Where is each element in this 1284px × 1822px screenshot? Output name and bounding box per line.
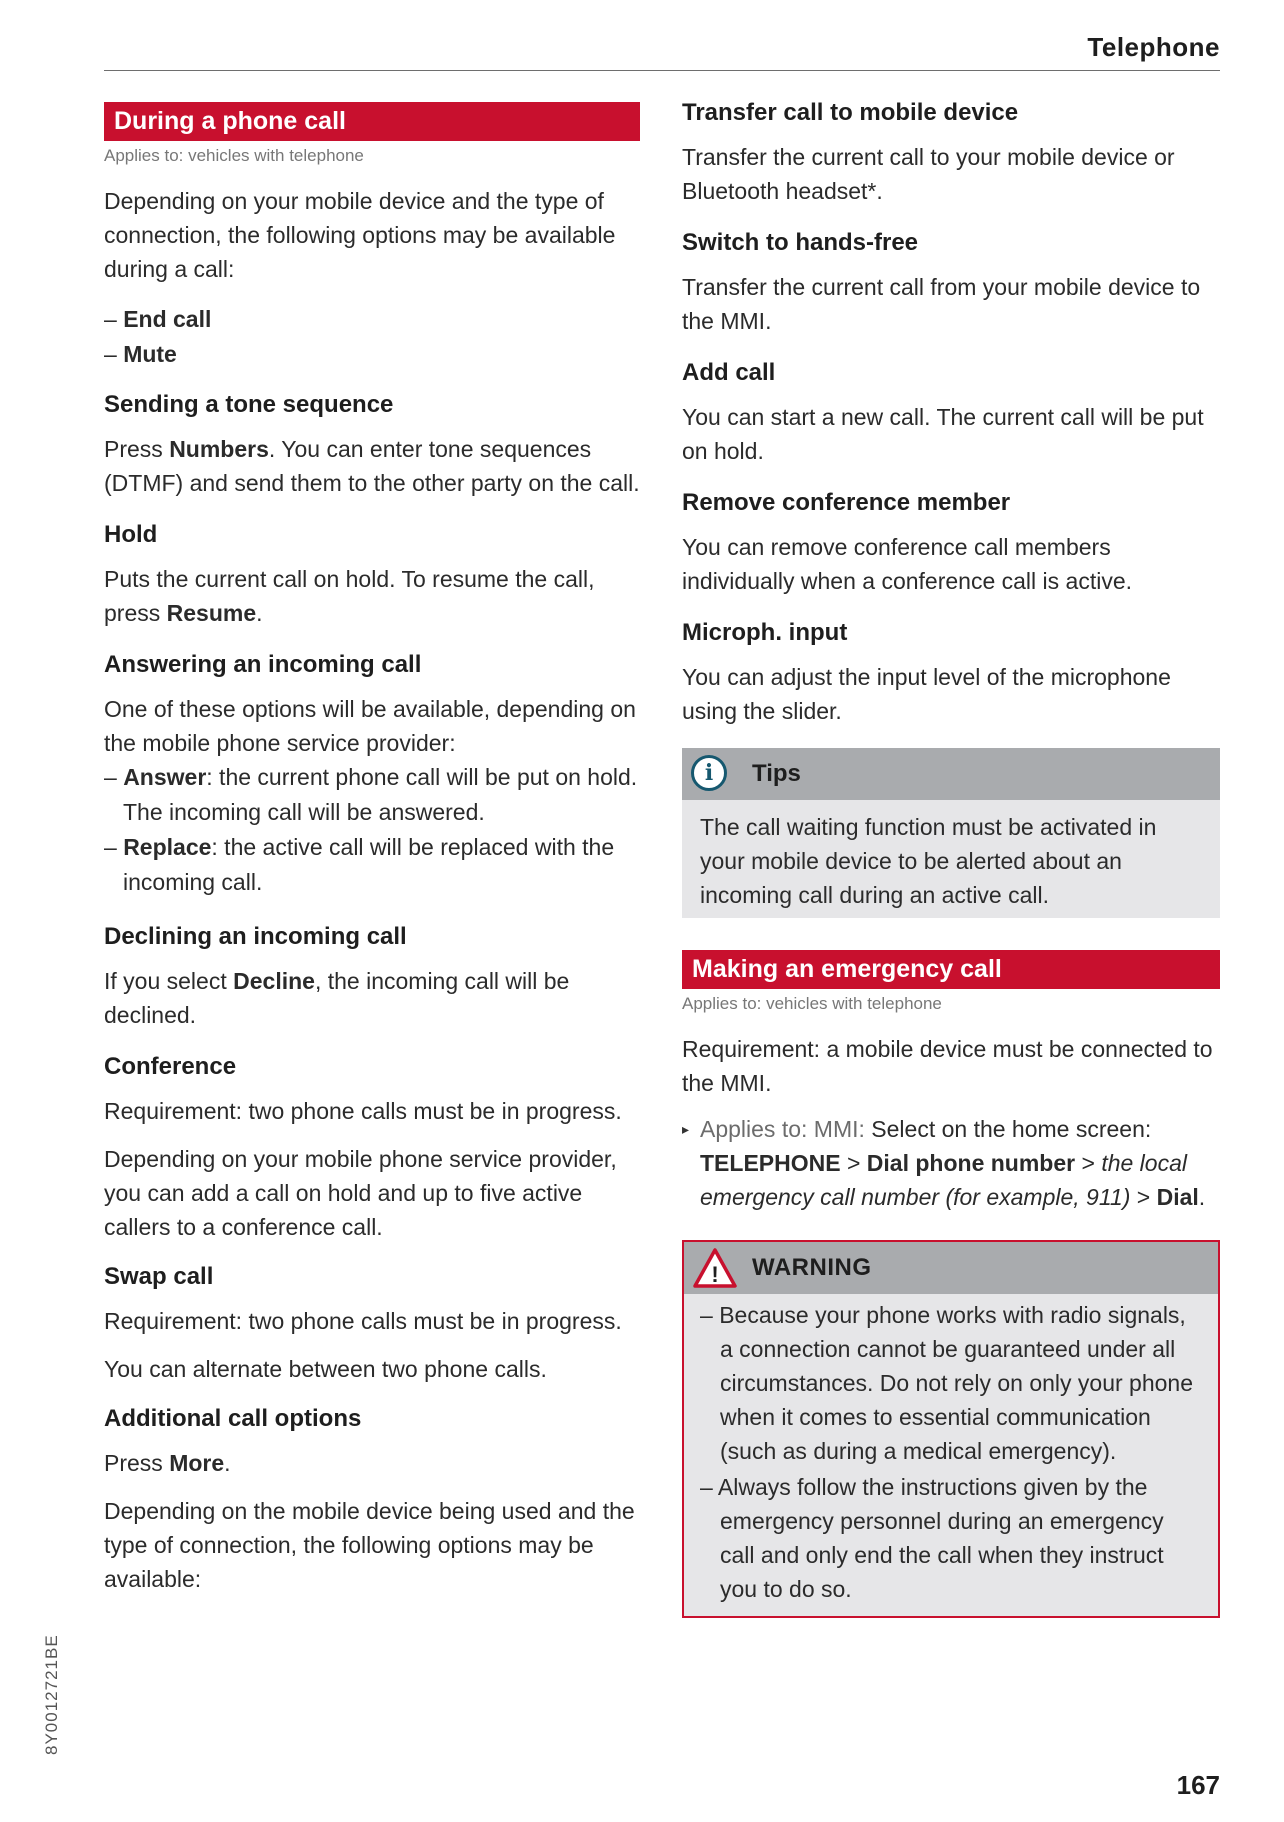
left-column xyxy=(104,102,640,1610)
option-mute: – Mute xyxy=(104,341,177,367)
tips-header xyxy=(682,748,1220,800)
step-arrow-icon: ▸ xyxy=(682,1121,690,1137)
additional-press: Press More. xyxy=(104,1450,231,1476)
replace-option: – Replace: the active call will be replaced with the incoming call. xyxy=(104,834,615,895)
tone-text: Press Numbers. You can enter tone sequences (DTMF) and send them to the other party on the call. xyxy=(104,436,640,496)
applies-note: Applies to: vehicles with telephone xyxy=(104,146,364,165)
heading-transfer: Transfer call to mobile device xyxy=(682,99,1019,126)
document-code: 8Y0012721BE xyxy=(42,1634,61,1755)
warning-body xyxy=(684,1294,1218,1616)
tips-box xyxy=(682,748,1220,918)
warning-item: – Always follow the instructions given by the emergency personnel during an emergency call and only end the call when they instruct you to do so. xyxy=(700,1474,1164,1602)
emergency-requirement: Requirement: a mobile device must be connected to the MMI. xyxy=(682,1036,1213,1096)
answer-text: One of these options will be available, depending on the mobile phone service provider: xyxy=(104,696,636,756)
heading-declining: Declining an incoming call xyxy=(104,923,407,950)
section-title-during-call: During a phone call xyxy=(104,102,640,141)
conference-text: Depending on your mobile phone service provider, you can add a call on hold and up to five active callers to a conference call. xyxy=(104,1146,617,1240)
heading-microph-input: Microph. input xyxy=(682,619,848,646)
remove-member-text: You can remove conference call members individually when a conference call is active. xyxy=(682,534,1133,594)
heading-remove-member: Remove conference member xyxy=(682,489,1011,516)
heading-conference: Conference xyxy=(104,1053,237,1080)
hands-free-text: Transfer the current call from your mobile device to the MMI. xyxy=(682,274,1201,334)
tips-title: Tips xyxy=(752,760,801,787)
heading-hands-free: Switch to hands-free xyxy=(682,229,919,256)
intro-text: Depending on your mobile device and the type of connection, the following options may be available during a call: xyxy=(104,188,616,282)
add-call-text: You can start a new call. The current call will be put on hold. xyxy=(682,404,1204,464)
hold-text: Puts the current call on hold. To resume the call, press Resume. xyxy=(104,566,595,626)
right-column xyxy=(682,98,1220,1618)
heading-add-call: Add call xyxy=(682,359,776,386)
info-icon: i xyxy=(691,755,727,791)
heading-tone-sequence: Sending a tone sequence xyxy=(104,391,394,418)
heading-answering: Answering an incoming call xyxy=(104,651,422,678)
warning-item: – Because your phone works with radio signals, a connection cannot be guaranteed under all circumstances. Do not rely on only your phone when it comes to essential communication (such as during a medical emergency). xyxy=(700,1302,1194,1464)
warning-triangle-icon xyxy=(692,1247,738,1289)
tips-text: The call waiting function must be activated in your mobile device to be alerted about an incoming call during an active call. xyxy=(700,814,1157,908)
emergency-step: ▸ Applies to: MMI: Select on the home screen: TELEPHONE > Dial phone number > the local emergency call number (for example, 911) > Dial. xyxy=(682,1112,1220,1214)
heading-hold: Hold xyxy=(104,521,158,548)
warning-title: WARNING xyxy=(752,1254,872,1281)
swap-requirement: Requirement: two phone calls must be in progress. xyxy=(104,1308,622,1334)
answer-option: – Answer: the current phone call will be put on hold. The incoming call will be answered. xyxy=(104,764,638,825)
additional-text: Depending on the mobile device being used and the type of connection, the following options may be available: xyxy=(104,1498,635,1592)
heading-additional-options: Additional call options xyxy=(104,1405,362,1432)
page-header xyxy=(104,30,1220,71)
svg-text:!: ! xyxy=(711,1262,719,1287)
warning-header xyxy=(684,1242,1218,1294)
transfer-text: Transfer the current call to your mobile device or Bluetooth headset*. xyxy=(682,144,1175,204)
microph-input-text: You can adjust the input level of the microphone using the slider. xyxy=(682,664,1171,724)
chapter-title: Telephone xyxy=(1087,32,1220,62)
decline-text: If you select Decline, the incoming call will be declined. xyxy=(104,968,570,1028)
swap-text: You can alternate between two phone calls. xyxy=(104,1356,547,1382)
emergency-applies-note: Applies to: vehicles with telephone xyxy=(682,994,942,1013)
heading-swap-call: Swap call xyxy=(104,1263,214,1290)
warning-box xyxy=(682,1240,1220,1618)
section-title-emergency: Making an emergency call xyxy=(682,950,1220,989)
conference-requirement: Requirement: two phone calls must be in progress. xyxy=(104,1098,622,1124)
option-end-call: – End call xyxy=(104,306,212,332)
page-number: 167 xyxy=(1176,1770,1220,1800)
